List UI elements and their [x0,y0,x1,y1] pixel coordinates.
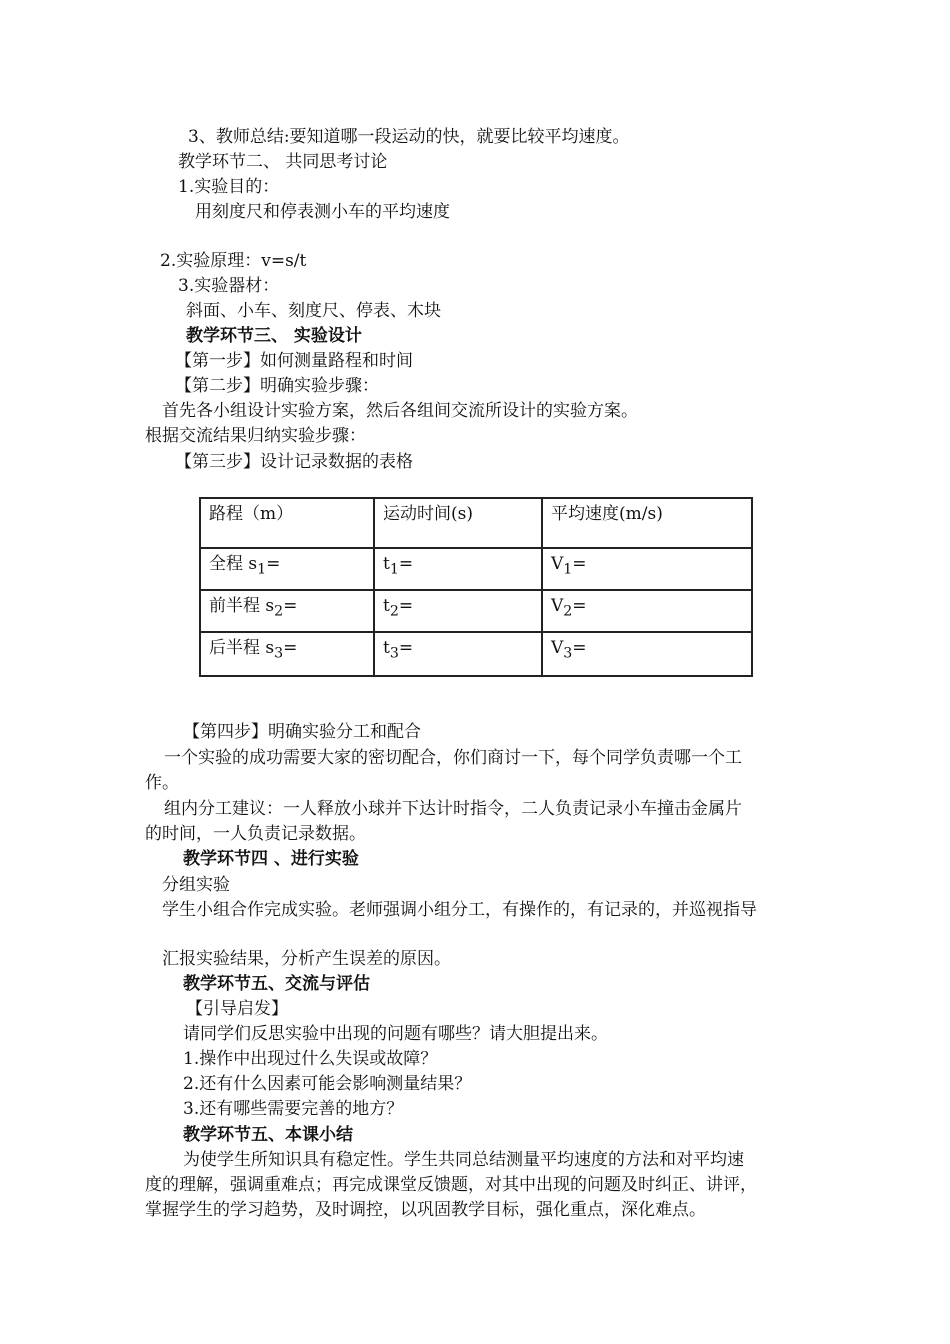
table-cell: $t_2=$ [374,590,542,632]
text-line: 2.实验原理：v=s/t [160,251,307,271]
text-line: 分组实验 [162,875,230,895]
table-row [200,590,752,632]
text-line: 斜面、小车、刻度尺、停表、木块 [186,301,441,321]
text-line: 【第一步】如何测量路程和时间 [175,351,413,371]
text-line: 3.实验器材： [178,276,280,296]
text-line: 用刻度尺和停表测小车的平均速度 [195,202,450,222]
text-line: 掌握学生的学习趋势，及时调控，以巩固教学目标，强化重点，深化难点。 [145,1200,706,1220]
table-cell: 全程 $s_1=$ [200,548,374,590]
table-header-cell: 运动时间(s) [374,498,542,548]
table-row [200,632,752,676]
text-line: 为使学生所知识具有稳定性。学生共同总结测量平均速度的方法和对平均速 [183,1150,744,1170]
section-heading: 教学环节五、本课小结 [183,1125,353,1145]
text-line: 【引导启发】 [186,999,288,1019]
section-heading: 教学环节二、 共同思考讨论 [178,152,388,172]
table-header-row [200,498,752,548]
table-cell: 后半程 $s_3=$ [200,632,374,676]
text-line: 3、教师总结:要知道哪一段运动的快，就要比较平均速度。 [188,127,630,147]
text-line: 度的理解，强调重难点；再完成课堂反馈题，对其中出现的问题及时纠正、讲评， [145,1175,757,1195]
text-line: 一个实验的成功需要大家的密切配合，你们商讨一下，每个同学负责哪一个工 [164,748,742,768]
text-line: 的时间，一人负责记录数据。 [145,824,366,844]
table-cell: $V_2=$ [542,590,752,632]
text-line: 根据交流结果归纳实验步骤： [145,426,366,446]
table-header-cell: 平均速度(m/s) [542,498,752,548]
text-line: 请同学们反思实验中出现的问题有哪些？请大胆提出来。 [183,1024,608,1044]
table-cell: $V_1=$ [542,548,752,590]
text-line: 1.实验目的： [178,177,280,197]
text-line: 首先各小组设计实验方案，然后各组间交流所设计的实验方案。 [162,401,638,421]
table-header-cell: 路程（m） [200,498,374,548]
data-record-table [199,497,753,677]
table-cell: $t_1=$ [374,548,542,590]
section-heading: 教学环节三、 实验设计 [186,326,362,346]
text-line: 2.还有什么因素可能会影响测量结果？ [183,1074,472,1094]
section-heading: 教学环节五、交流与评估 [183,974,370,994]
text-line: 学生小组合作完成实验。老师强调小组分工，有操作的，有记录的，并巡视指导 [162,900,757,920]
text-line: 【第三步】设计记录数据的表格 [175,452,413,472]
text-line: 【第四步】明确实验分工和配合 [183,722,421,742]
text-line: 1.操作中出现过什么失误或故障？ [183,1049,438,1069]
section-heading: 教学环节四 、进行实验 [183,849,359,869]
text-line: 3.还有哪些需要完善的地方？ [183,1099,404,1119]
table-cell: 前半程 $s_2=$ [200,590,374,632]
table-cell: $V_3=$ [542,632,752,676]
table-row [200,548,752,590]
text-line: 汇报实验结果，分析产生误差的原因。 [162,949,451,969]
text-line: 【第二步】明确实验步骤： [175,376,379,396]
text-line: 作。 [145,773,179,793]
table-cell: $t_3=$ [374,632,542,676]
text-line: 组内分工建议：一人释放小球并下达计时指令，二人负责记录小车撞击金属片 [164,799,742,819]
